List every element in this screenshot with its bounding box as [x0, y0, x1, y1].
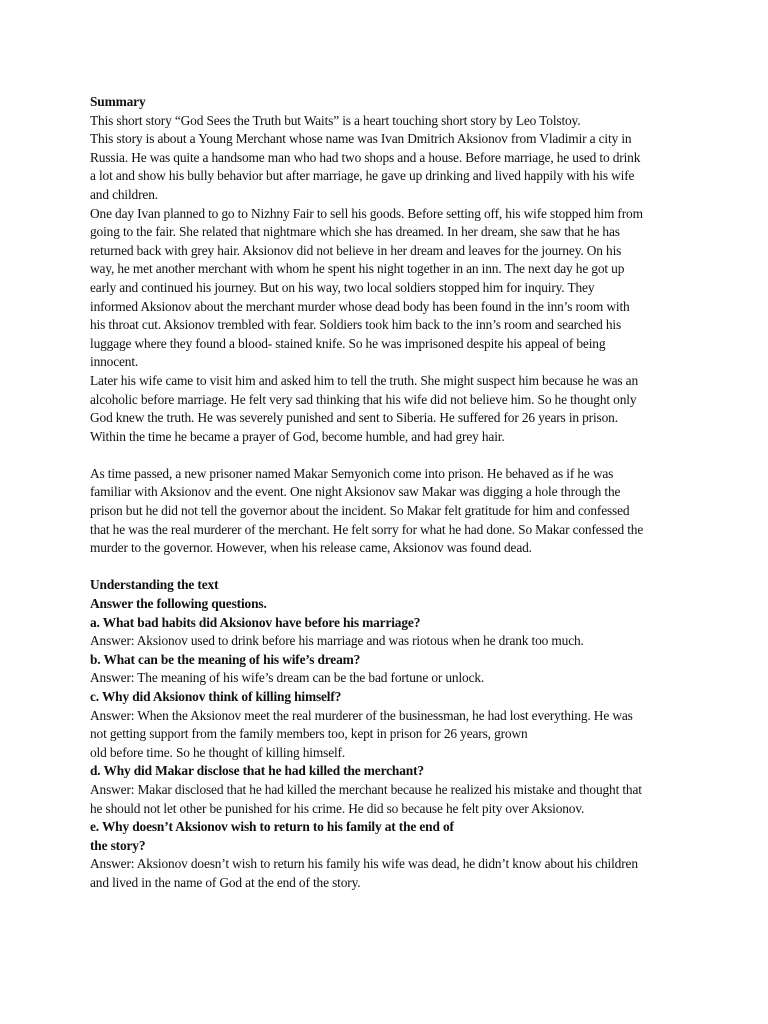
summary-line: innocent. [90, 354, 139, 370]
summary-line: This short story “God Sees the Truth but Waits” is a heart touching short story by Leo Tolstoy. [90, 112, 581, 128]
summary-line: Later his wife came to visit him and asked him to tell the truth. She might suspect him because he was an [90, 372, 639, 388]
summary-line: that he was the real murderer of the merchant. He felt sorry for what he had done. So Makar confessed the [90, 521, 644, 537]
summary-line: a lot and show his bully behavior but after marriage, he gave up drinking and lived happily with his wife [90, 168, 635, 184]
question-text: b. What can be the meaning of his wife’s dream? [90, 651, 361, 667]
paragraph-gap [90, 446, 690, 465]
summary-line: luggage where they found a blood- stained knife. So he was imprisoned despite his appeal of being [90, 335, 606, 351]
qa-item [90, 762, 690, 818]
summary-line: God knew the truth. He was severely punished and sent to Siberia. He suffered for 26 years in prison. [90, 410, 618, 426]
question-text: d. Why did Makar disclose that he had killed the merchant? [90, 763, 424, 779]
summary-line: his throat cut. Aksionov trembled with fear. Soldiers took him back to the inn’s room and searched his [90, 317, 622, 333]
summary-paragraph-2 [90, 465, 690, 558]
answer-text: Answer: When the Aksionov meet the real murderer of the businessman, he had lost everything. He was [90, 707, 633, 723]
answer-text: and lived in the name of God at the end of the story. [90, 874, 361, 890]
answer-text: he should not let other be punished for his crime. He did so because he felt pity over Aksionov. [90, 800, 585, 816]
qa-item [90, 651, 690, 688]
summary-line: As time passed, a new prisoner named Makar Semyonich come into prison. He behaved as if he was [90, 465, 614, 481]
question-text: c. Why did Aksionov think of killing himself? [90, 689, 342, 704]
summary-line: murder to the governor. However, when his release came, Aksionov was found dead. [90, 540, 532, 556]
summary-line: returned back with grey hair. Aksionov did not believe in her dream and leaves for the journey. On his [90, 242, 622, 258]
question-text: e. Why doesn’t Aksionov wish to return to his family at the end of [90, 819, 454, 835]
summary-line: This story is about a Young Merchant whose name was Ivan Dmitrich Aksionov from Vladimir a city in [90, 131, 632, 147]
question-text: a. What bad habits did Aksionov have before his marriage? [90, 614, 421, 630]
qa-heading: Understanding the text [90, 577, 219, 593]
qa-item [90, 818, 690, 892]
qa-instruction: Answer the following questions. [90, 596, 267, 612]
answer-text: Answer: Aksionov doesn’t wish to return his family his wife was dead, he didn’t know about his children [90, 856, 638, 872]
summary-paragraphs [90, 112, 690, 447]
qa-item [90, 614, 690, 651]
qa-item [90, 688, 690, 762]
summary-line: alcoholic before marriage. He felt very sad thinking that his wife did not believe him. So he thought only [90, 391, 637, 407]
summary-line: prison but he did not tell the governor about the incident. So Makar felt gratitude for him and confessed [90, 503, 630, 519]
answer-text: not getting support from the family members too, kept in prison for 26 years, grown [90, 726, 528, 742]
answer-text: old before time. So he thought of killing himself. [90, 744, 346, 760]
summary-line: Russia. He was quite a handsome man who had two shops and a house. Before marriage, he used to drink [90, 149, 641, 165]
question-text: the story? [90, 837, 146, 853]
summary-line: and children. [90, 186, 158, 202]
summary-line: going to the fair. She related that nightmare which she has dreamed. In her dream, she saw that he has [90, 224, 620, 240]
answer-text: Answer: The meaning of his wife’s dream can be the bad fortune or unlock. [90, 670, 485, 686]
summary-line: early and continued his journey. But on his way, two local soldiers stopped him for inquiry. They [90, 279, 595, 295]
summary-line: way, he met another merchant with whom he spent his night together in an inn. The next day he got up [90, 261, 625, 277]
summary-line: Within the time he became a prayer of God, become humble, and had grey hair. [90, 428, 505, 444]
answer-text: Answer: Aksionov used to drink before his marriage and was riotous when he drank too much. [90, 633, 584, 649]
summary-line: familiar with Aksionov and the event. One night Aksionov saw Makar was digging a hole through the [90, 484, 621, 500]
paragraph-gap [90, 558, 690, 577]
document-page [90, 93, 690, 893]
summary-line: informed Aksionov about the merchant murder whose dead body has been found in the inn’s room with [90, 298, 630, 314]
answer-text: Answer: Makar disclosed that he had killed the merchant because he realized his mistake and thought that [90, 781, 642, 797]
summary-heading: Summary [90, 94, 146, 109]
summary-line: One day Ivan planned to go to Nizhny Fair to sell his goods. Before setting off, his wife stopped him from [90, 205, 643, 221]
